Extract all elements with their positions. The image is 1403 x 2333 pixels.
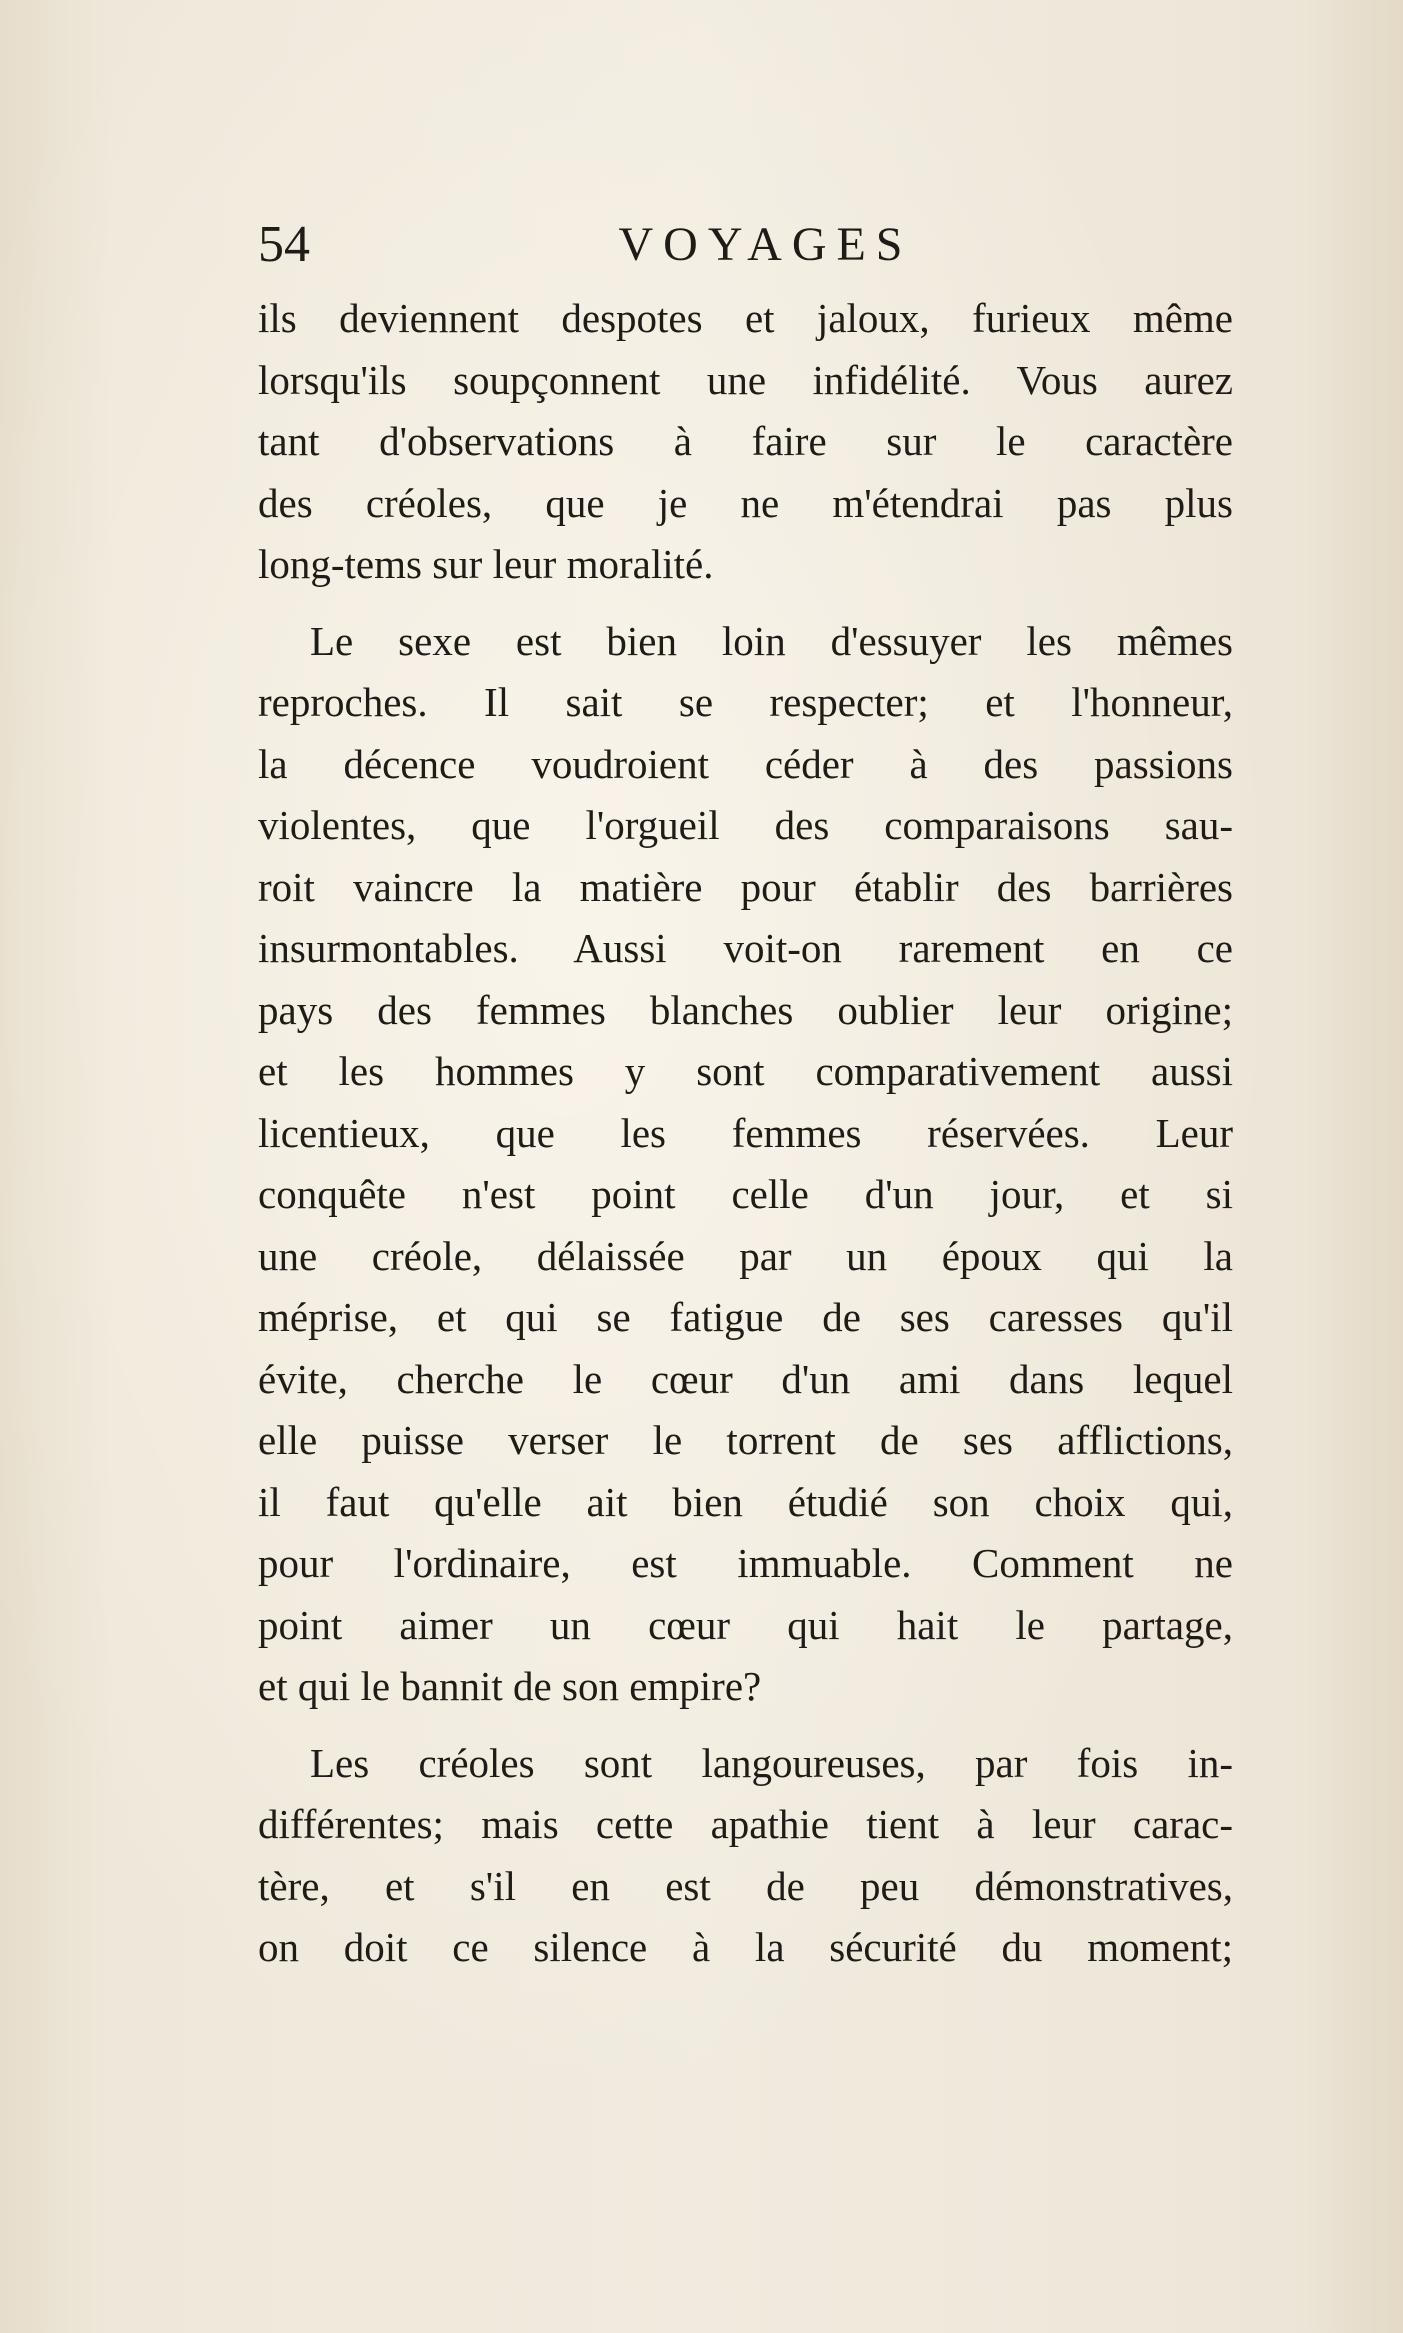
text-line: elle puisse verser le torrent de ses afflictions, — [258, 1417, 1233, 1463]
text-line: long-tems sur leur moralité. — [258, 541, 714, 587]
page-header — [258, 210, 1233, 280]
text-line: évite, cherche le cœur d'un ami dans lequel — [258, 1355, 1233, 1402]
text-line: licentieux, que les femmes réservées. Leur — [258, 1109, 1233, 1156]
body-text — [258, 288, 1233, 1979]
text-line: pays des femmes blanches oublier leur origine; — [258, 986, 1233, 1033]
paragraph-2 — [258, 611, 1233, 1718]
text-line: pour l'ordinaire, est immuable. Comment ne — [258, 1540, 1233, 1586]
page-number: 54 — [258, 216, 310, 273]
paragraph-1 — [258, 288, 1233, 596]
text-line: reproches. Il sait se respecter; et l'honneur, — [258, 679, 1233, 725]
text-line: il faut qu'elle ait bien étudié son choix qui, — [258, 1478, 1233, 1525]
text-line: Les créoles sont langoureuses, par fois in- — [310, 1739, 1233, 1786]
text-line: point aimer un cœur qui hait le partage, — [258, 1601, 1233, 1648]
text-line: des créoles, que je ne m'étendrai pas plus — [258, 479, 1233, 526]
text-line: lorsqu'ils soupçonnent une infidélité. Vous aurez — [258, 356, 1233, 403]
text-line: différentes; mais cette apathie tient à leur carac- — [258, 1801, 1233, 1847]
text-line: Le sexe est bien loin d'essuyer les mêmes — [310, 617, 1233, 664]
text-line: tère, et s'il en est de peu démonstratives, — [258, 1862, 1233, 1909]
text-line: on doit ce silence à la sécurité du moment; — [258, 1924, 1233, 1970]
text-line: ils deviennent despotes et jaloux, furieux même — [258, 295, 1233, 341]
text-line: méprise, et qui se fatigue de ses caresses qu'il — [258, 1294, 1233, 1340]
text-line: roit vaincre la matière pour établir des barrières — [258, 863, 1233, 910]
text-line: conquête n'est point celle d'un jour, et si — [258, 1171, 1233, 1217]
running-title: VOYAGES — [618, 218, 913, 271]
text-line: tant d'observations à faire sur le caractère — [258, 418, 1233, 464]
text-line: et qui le bannit de son empire? — [258, 1663, 762, 1709]
text-line: une créole, délaissée par un époux qui la — [258, 1232, 1233, 1279]
text-line: violentes, que l'orgueil des comparaisons sau- — [258, 802, 1233, 848]
text-line: et les hommes y sont comparativement aussi — [258, 1048, 1233, 1094]
paragraph-3 — [258, 1733, 1233, 1979]
text-line: insurmontables. Aussi voit-on rarement en ce — [258, 925, 1233, 971]
text-line: la décence voudroient céder à des passions — [258, 740, 1233, 787]
